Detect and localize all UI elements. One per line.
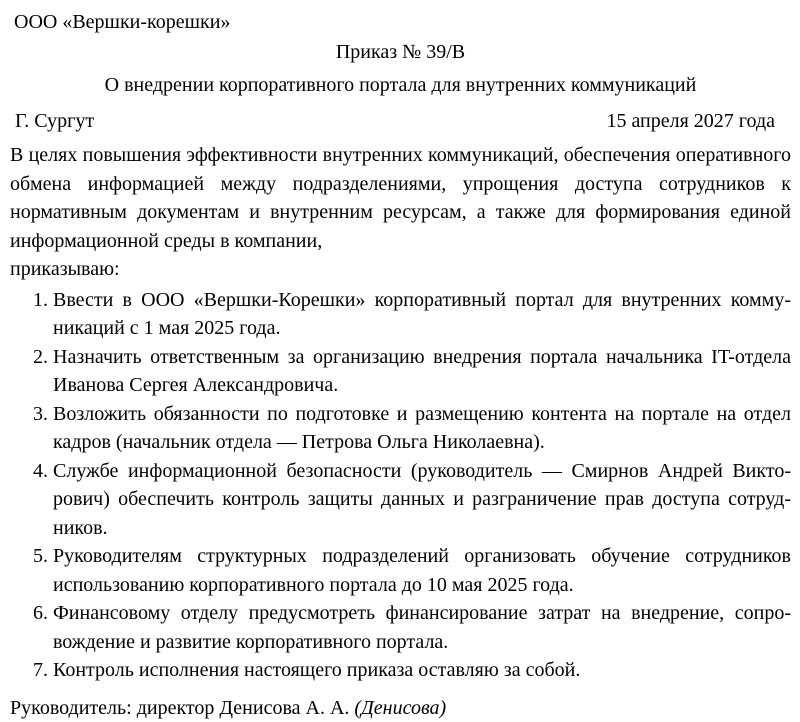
preamble-text: В целях повышения эффективности внутренних коммуникаций, обеспечения оперативного обмена информацией между подразделениями, упрощения доступа сотрудников к нормативным документам и внутренним ресурсам, а также для формирования единой информационной среды в компании,	[10, 141, 791, 255]
city-label: Г. Сургут	[10, 107, 94, 136]
order-item-5: 5. Руководителям структурных подразделений организовать обучение сотрудников использованию корпоративного портала до 10 мая 2025 года.	[53, 542, 791, 599]
order-subject: О внедрении корпоративного портала для внутренних коммуникаций	[10, 71, 791, 100]
order-item-6: 6. Финансовому отделу предусмотреть финансирование затрат на внедрение, сопровождение и развитие корпоративного портала.	[53, 599, 791, 656]
date-label: 15 апреля 2027 года	[606, 107, 791, 136]
order-items-list	[10, 286, 791, 685]
order-item-2: 2. Назначить ответственным за организацию внедрения портала начальника IT-отдела Иванова Сергея Александровича.	[53, 343, 791, 400]
signature-line	[10, 694, 791, 722]
company-name: ООО «Вершки-корешки»	[14, 8, 791, 37]
order-word: приказываю:	[10, 255, 791, 284]
signature-transcript: (Денисова)	[354, 697, 446, 719]
order-title: Приказ № 39/В	[10, 38, 791, 67]
order-item-1: 1. Ввести в ООО «Вершки-Корешки» корпоративный портал для внутренних коммуникаций с 1 мая 2025 года.	[53, 286, 791, 343]
order-item-4: 4. Службе информационной безопасности (руководитель — Смирнов Андрей Викторович) обеспечить контроль защиты данных и разграничение прав доступа сотрудников.	[53, 457, 791, 543]
order-item-3: 3. Возложить обязанности по подготовке и размещению контента на портале на отдел кадров (начальник отдела — Петрова Ольга Николаевна).	[53, 400, 791, 457]
city-date-row	[10, 107, 791, 136]
order-item-7: 7. Контроль исполнения настоящего приказа оставляю за собой.	[53, 656, 791, 685]
signature-text: Руководитель: директор Денисова А. А.	[10, 697, 349, 719]
